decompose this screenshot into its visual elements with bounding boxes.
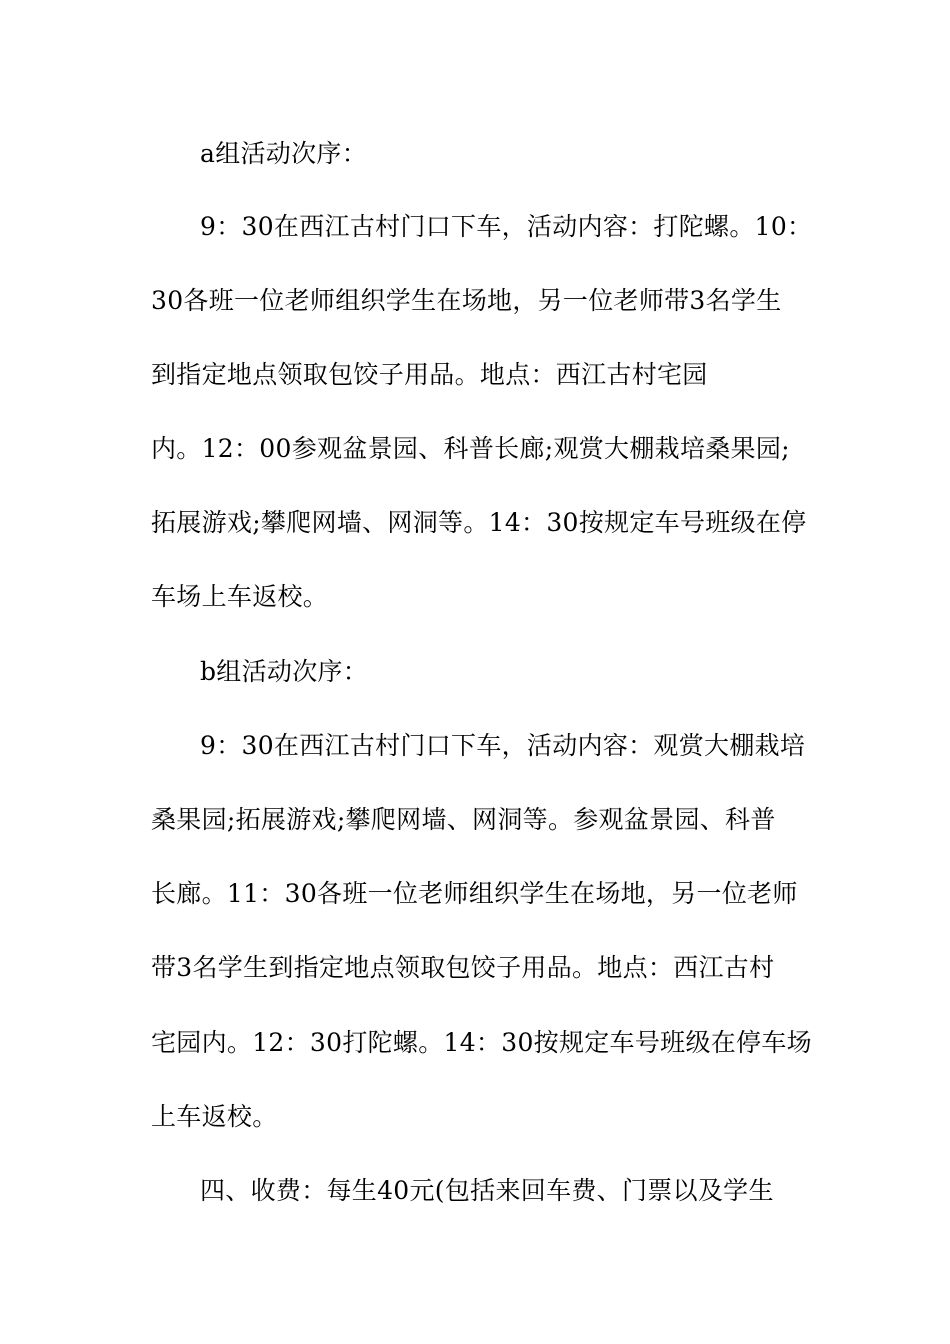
paragraph-line: 到指定地点领取包饺子用品。地点：西江古村宅园: [151, 360, 708, 389]
paragraph-line: 桑果园;拓展游戏;攀爬网墙、网洞等。参观盆景园、科普: [151, 805, 776, 834]
paragraph-line: 拓展游戏;攀爬网墙、网洞等。14：30按规定车号班级在停: [151, 508, 807, 537]
fee-section-line: 四、收费：每生40元(包括来回车费、门票以及学生: [200, 1176, 774, 1205]
paragraph-line: 上车返校。: [151, 1102, 278, 1131]
paragraph-line: 30各班一位老师组织学生在场地，另一位老师带3名学生: [151, 286, 782, 315]
paragraph-line: 9：30在西江古村门口下车，活动内容：观赏大棚栽培: [200, 731, 806, 760]
group-a-heading: a组活动次序：: [200, 139, 368, 168]
paragraph-line: 内。12：00参观盆景园、科普长廊;观赏大棚栽培桑果园;: [151, 434, 790, 463]
paragraph-line: 车场上车返校。: [151, 582, 329, 611]
paragraph-line: 长廊。11：30各班一位老师组织学生在场地，另一位老师: [151, 879, 798, 908]
paragraph-line: 9：30在西江古村门口下车，活动内容：打陀螺。10：: [200, 212, 813, 241]
paragraph-line: 宅园内。12：30打陀螺。14：30按规定车号班级在停车场: [151, 1028, 812, 1057]
group-b-heading: b组活动次序：: [200, 657, 369, 686]
paragraph-line: 带3名学生到指定地点领取包饺子用品。地点：西江古村: [151, 953, 775, 982]
